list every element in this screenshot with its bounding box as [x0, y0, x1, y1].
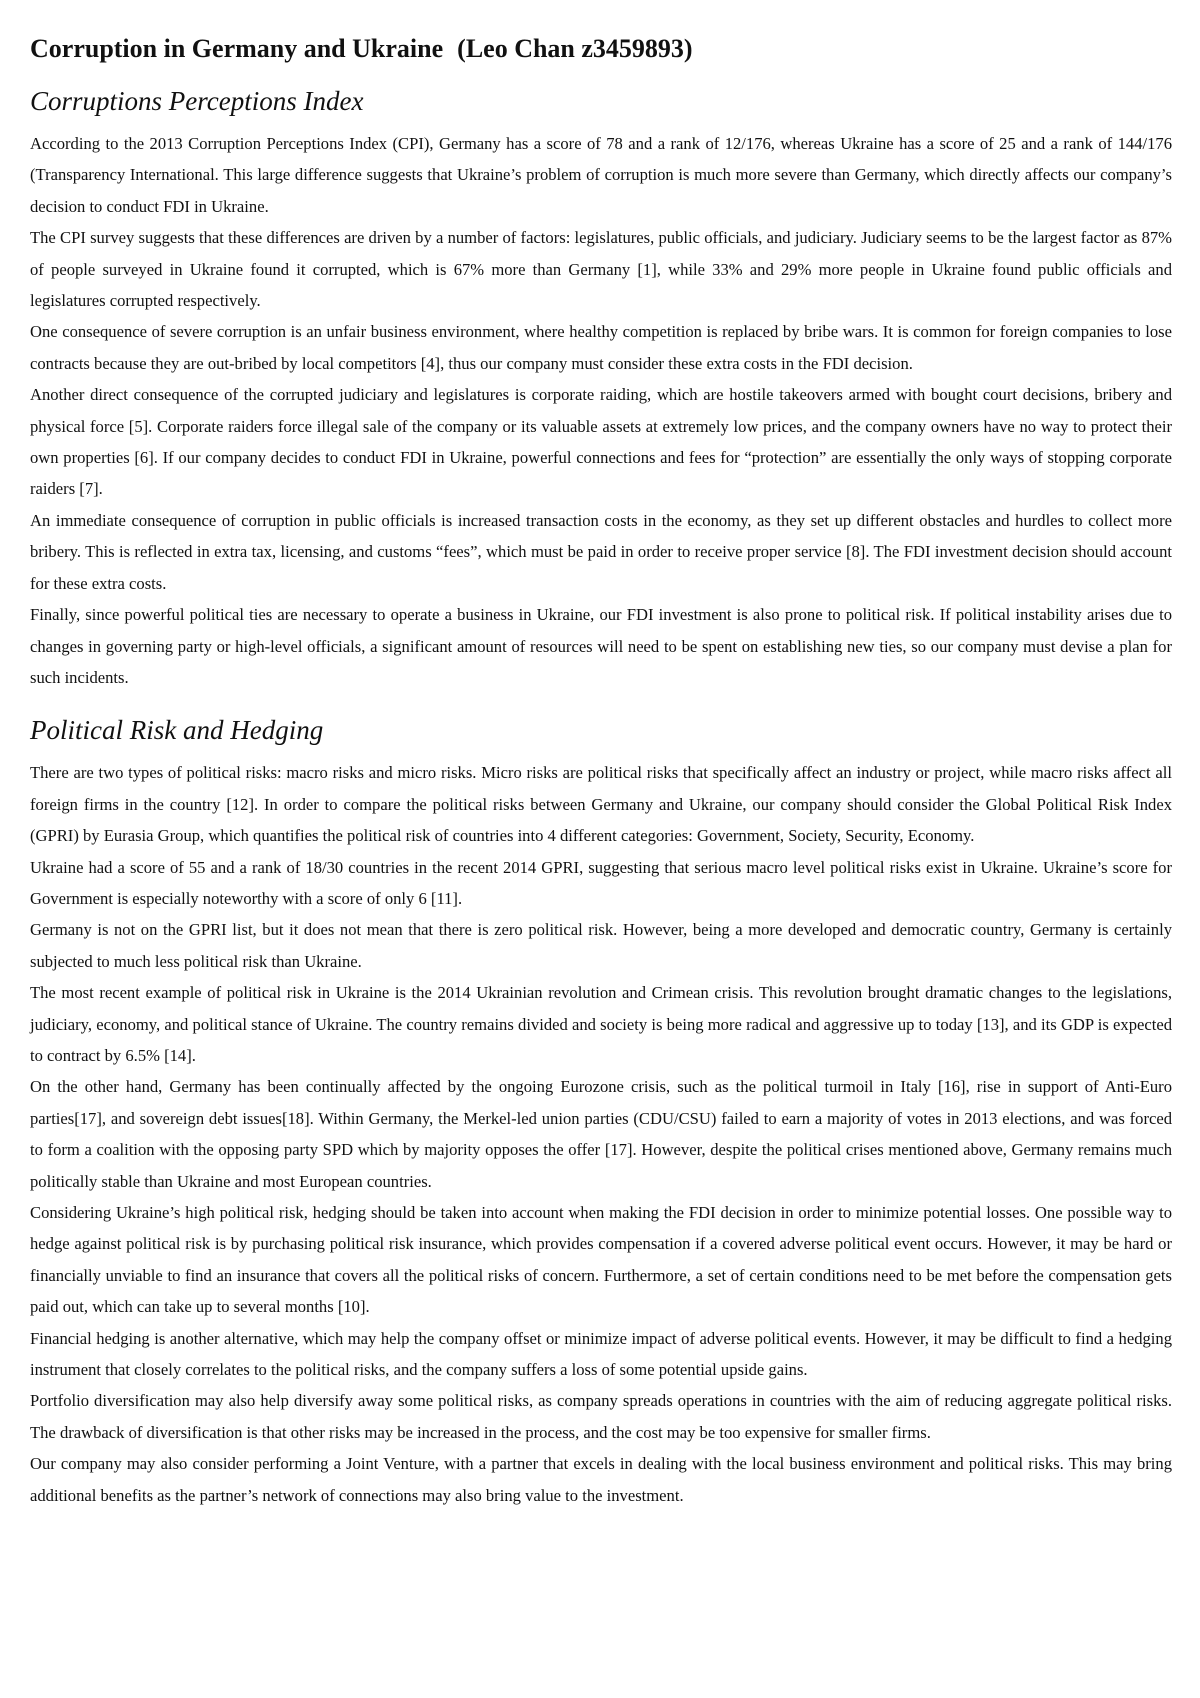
- paragraph: On the other hand, Germany has been continually affected by the ongoing Eurozone crisis, such as the political turmoil in Italy [16], rise in support of Anti-Euro parties[17], and sovereign debt issues[18]. Within Germany, the Merkel-led union parties (CDU/CSU) failed to earn a majority of votes in 2013 elections, and was forced to form a coalition with the opposing party SPD which by majority opposes the offer [17]. However, despite the political crises mentioned above, Germany remains much politically stable than Ukraine and most European countries.: [30, 1077, 1172, 1191]
- paragraph: According to the 2013 Corruption Perceptions Index (CPI), Germany has a score of 78 and a rank of 12/176, whereas Ukraine has a score of 25 and a rank of 144/176 (Transparency International. This large difference suggests that Ukraine’s problem of corruption is much more severe than Germany, which directly affects our company’s decision to conduct FDI in Ukraine.: [30, 134, 1172, 216]
- author-text: (Leo Chan z3459893): [457, 34, 693, 63]
- paragraph: The most recent example of political risk in Ukraine is the 2014 Ukrainian revolution and Crimean crisis. This revolution brought dramatic changes to the legislations, judiciary, economy, and political stance of Ukraine. The country remains divided and society is being more radical and aggressive up to today [13], and its GDP is expected to contract by 6.5% [14].: [30, 983, 1172, 1065]
- paragraph: Ukraine had a score of 55 and a rank of 18/30 countries in the recent 2014 GPRI, suggesting that serious macro level political risks exist in Ukraine. Ukraine’s score for Government is especially noteworthy with a score of only 6 [11].: [30, 857, 1172, 908]
- document-title: [30, 32, 1172, 66]
- paragraph: An immediate consequence of corruption in public officials is increased transaction costs in the economy, as they set up different obstacles and hurdles to collect more bribery. This is reflected in extra tax, licensing, and customs “fees”, which must be paid in order to receive proper service [8]. The FDI investment decision should account for these extra costs.: [30, 510, 1172, 593]
- section-cpi: [30, 84, 1172, 693]
- paragraph: Finally, since powerful political ties are necessary to operate a business in Ukraine, our FDI investment is also prone to political risk. If political instability arises due to changes in governing party or high-level officials, a significant amount of resources will need to be spent on establishing new ties, so our company must devise a plan for such incidents.: [30, 605, 1172, 687]
- paragraph: There are two types of political risks: macro risks and micro risks. Micro risks are political risks that specifically affect an industry or project, while macro risks affect all foreign firms in the country [12]. In order to compare the political risks between Germany and Ukraine, our company should consider the Global Political Risk Index (GPRI) by Eurasia Group, which quantifies the political risk of countries into 4 different categories: Government, Society, Security, Economy.: [30, 763, 1172, 846]
- title-text: Corruption in Germany and Ukraine: [30, 34, 444, 63]
- section-heading-political-risk: Political Risk and Hedging: [30, 715, 324, 746]
- paragraph: Portfolio diversification may also help diversify away some political risks, as company spreads operations in countries with the aim of reducing aggregate political risks. The drawback of diversification is that other risks may be increased in the process, and the cost may be too expensive for smaller firms.: [30, 1391, 1172, 1442]
- paragraph: Germany is not on the GPRI list, but it does not mean that there is zero political risk. However, being a more developed and democratic country, Germany is certainly subjected to much less political risk than Ukraine.: [30, 920, 1172, 971]
- section-heading-cpi: Corruptions Perceptions Index: [30, 86, 364, 116]
- paragraph: The CPI survey suggests that these differences are driven by a number of factors: legislatures, public officials, and judiciary. Judiciary seems to be the largest factor as 87% of people surveyed in Ukraine found it corrupted, which is 67% more than Germany [1], while 33% and 29% more people in Ukraine found public officials and legislatures corrupted respectively.: [30, 228, 1172, 311]
- paragraph: Our company may also consider performing a Joint Venture, with a partner that excels in dealing with the local business environment and political risks. This may bring additional benefits as the partner’s network of connections may also bring value to the investment.: [30, 1454, 1172, 1505]
- paragraph: Another direct consequence of the corrupted judiciary and legislatures is corporate raiding, which are hostile takeovers armed with bought court decisions, bribery and physical force [5]. Corporate raiders force illegal sale of the company or its valuable assets at extremely low prices, and the company owners have no way to protect their own properties [6]. If our company decides to conduct FDI in Ukraine, powerful connections and fees for “protection” are essentially the only ways of stopping corporate raiders [7].: [30, 385, 1172, 499]
- paragraph: Financial hedging is another alternative, which may help the company offset or minimize impact of adverse political events. However, it may be difficult to find a hedging instrument that closely correlates to the political risks, and the company suffers a loss of some potential upside gains.: [30, 1328, 1172, 1380]
- paragraph: Considering Ukraine’s high political risk, hedging should be taken into account when making the FDI decision in order to minimize potential losses. One possible way to hedge against political risk is by purchasing political risk insurance, which provides compensation if a covered adverse political event occurs. However, it may be hard or financially unviable to find an insurance that covers all the political risks of concern. Furthermore, a set of certain conditions need to be met before the compensation gets paid out, which can take up to several months [10].: [30, 1203, 1172, 1317]
- section-political-risk: [30, 713, 1172, 1511]
- paragraph: One consequence of severe corruption is an unfair business environment, where healthy competition is replaced by bribe wars. It is common for foreign companies to lose contracts because they are out-bribed by local competitors [4], thus our company must consider these extra costs in the FDI decision.: [30, 322, 1172, 373]
